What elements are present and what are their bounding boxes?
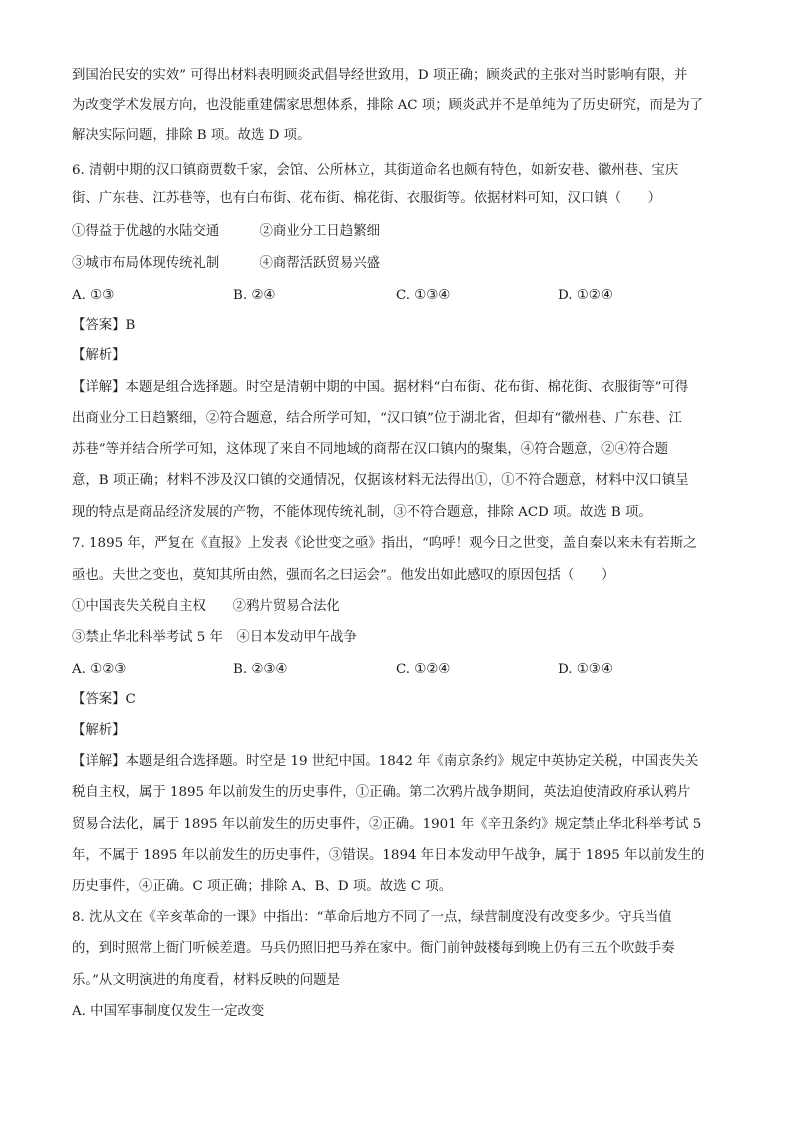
q6-option-c: C. ①③④	[396, 288, 451, 303]
q8-stem-line: 的，到时照常上衙门听候差遣。马兵仍照旧把马养在家中。衙门前钟鼓楼每到晚上仍有三五个吹鼓手奏	[72, 941, 675, 956]
q7-stem-line: 7. 1895 年，严复在《直报》上发表《论世变之亟》指出，“呜呼！观今日之世变，盖自秦以来未有若斯之	[72, 536, 697, 551]
q7-statement: ③禁止华北科举考试 5 年 ④日本发动甲午战争	[72, 630, 357, 645]
q6-statement: ③城市布局体现传统礼制 ④商帮活跃贸易兴盛	[72, 256, 380, 271]
q6-option-a: A. ①③	[72, 288, 115, 303]
q6-stem-line: 6. 清朝中期的汉口镇商贾数千家，会馆、公所林立，其街道命名也颇有特色，如新安巷、徽州巷、宝庆	[72, 163, 679, 178]
q7-detail-line: 税自主权，属于 1895 年以前发生的历史事件，①正确。第二次鸦片战争期间，英法迫使清政府承认鸦片	[72, 785, 691, 800]
q6-detail-line: 意，B 项正确；材料不涉及汉口镇的交通情况，仅据该材料无法得出①，①不符合题意，材料中汉口镇呈	[72, 473, 689, 488]
q7-analysis-label: 【解析】	[72, 723, 126, 738]
q7-option-d: D. ①③④	[558, 662, 613, 677]
q6-option-b: B. ②④	[233, 288, 276, 303]
q6-detail-line: 出商业分工日趋繁细，②符合题意，结合所学可知，“汉口镇”位于湖北省，但却有“徽州巷、广东巷、江	[72, 411, 682, 426]
q6-answer: 【答案】B	[72, 318, 136, 333]
carryover-line: 为改变学术发展方向，也没能重建儒家思想体系，排除 AC 项；顾炎武并不是单纯为了历史研究，而是为了	[72, 98, 704, 113]
q6-detail-line: 【详解】本题是组合选择题。时空是清朝中期的中国。据材料“白布街、花布街、棉花街、衣服街等”可得	[72, 380, 689, 395]
q6-detail-line: 苏巷”等并结合所学可知，这体现了来自不同地域的商帮在汉口镇内的聚集，④符合题意，②④符合题	[72, 442, 669, 457]
carryover-line: 解决实际问题，排除 B 项。故选 D 项。	[72, 128, 311, 143]
q6-analysis-label: 【解析】	[72, 348, 126, 363]
q8-stem-line: 8. 沈从文在《辛亥革命的一课》中指出：“革命后地方不同了一点，绿营制度没有改变多少。守兵当值	[72, 910, 672, 925]
q6-statement: ①得益于优越的水陆交通 ②商业分工日趋繁细	[72, 224, 380, 239]
q7-detail-line: 历史事件，④正确。C 项正确；排除 A、B、D 项。故选 C 项。	[72, 879, 453, 894]
q7-option-b: B. ②③④	[233, 662, 288, 677]
q7-detail-line: 【详解】本题是组合选择题。时空是 19 世纪中国。1842 年《南京条约》规定中英协定关税，中国丧失关	[72, 754, 699, 769]
q7-stem-line: 亟也。夫世之变也，莫知其所由然，强而名之曰运会”。他发出如此感叹的原因包括（ ）	[72, 568, 615, 583]
q7-detail-line: 年，不属于 1895 年以前发生的历史事件，③错误。1894 年日本发动甲午战争，属于 1895 年以前发生的	[72, 848, 705, 863]
q8-option-a: A. 中国军事制度仅发生一定改变	[72, 1004, 265, 1019]
q7-option-c: C. ①②④	[396, 662, 451, 677]
q7-statement: ①中国丧失关税自主权 ②鸦片贸易合法化	[72, 599, 340, 614]
carryover-line: 到国治民安的实效” 可得出材料表明顾炎武倡导经世致用，D 项正确；顾炎武的主张对当时影响有限，并	[72, 68, 688, 83]
q6-stem-line: 街、广东巷、江苏巷等，也有白布街、花布街、棉花街、衣服街等。依据材料可知，汉口镇（ ）	[72, 191, 662, 206]
q7-detail-line: 贸易合法化，属于 1895 年以前发生的历史事件，②正确。1901 年《辛丑条约》规定禁止华北科举考试 5	[72, 817, 702, 832]
q7-option-a: A. ①②③	[72, 662, 127, 677]
q7-answer: 【答案】C	[72, 692, 136, 707]
q8-stem-line: 乐。”从文明演进的角度看，材料反映的问题是	[72, 973, 340, 988]
q6-detail-line: 现的特点是商品经济发展的产物，不能体现传统礼制，③不符合题意，排除 ACD 项。故选 B 项。	[72, 505, 652, 520]
q6-option-d: D. ①②④	[558, 288, 613, 303]
